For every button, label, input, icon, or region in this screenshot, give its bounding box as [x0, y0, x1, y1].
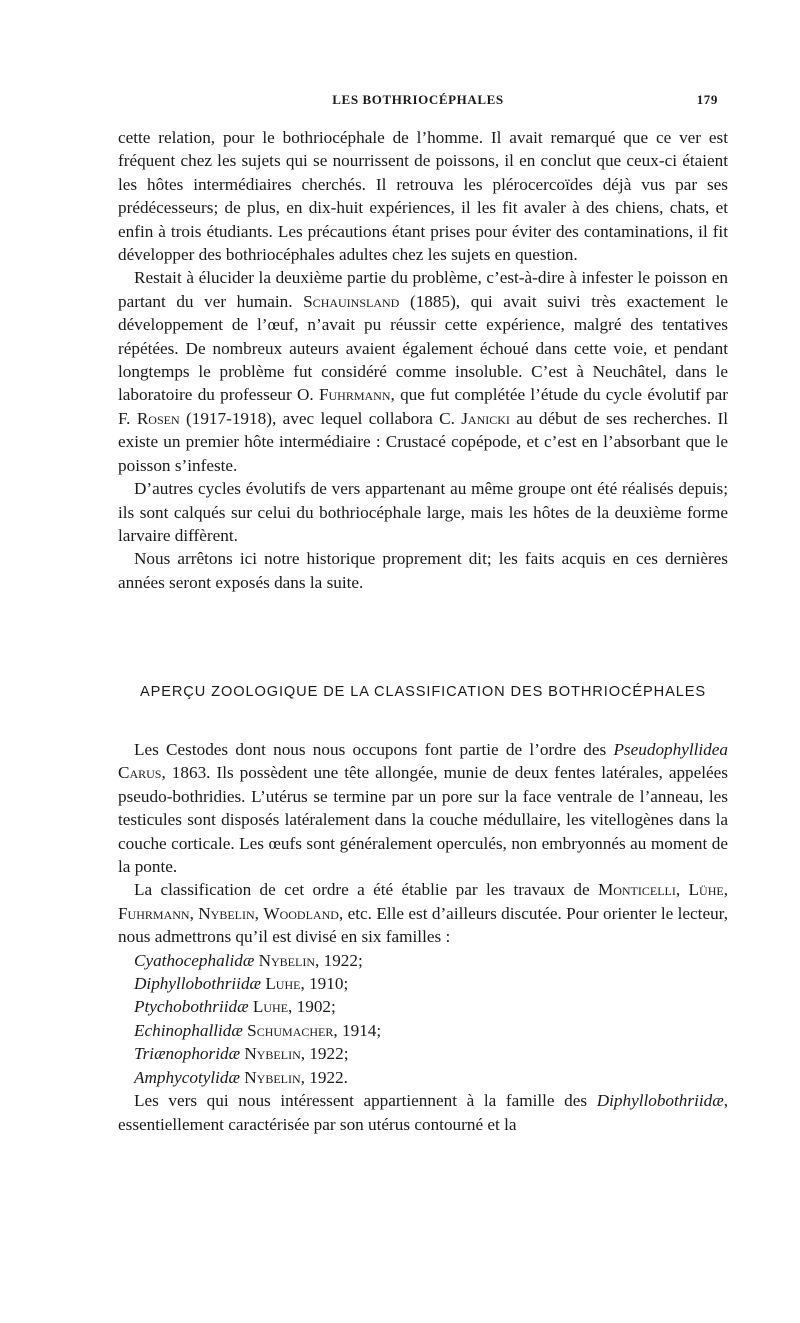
paragraph-3: D’autres cycles évolutifs de vers appartenant au même groupe ont été réalisés depuis; ils sont calqués sur celui du bothriocéphale large, mais les hôtes de la deuxième forme larvaire diffèrent.: [118, 479, 728, 545]
author-rosen: Rosen: [136, 408, 180, 428]
family-item: [118, 1019, 728, 1042]
paragraph-2-part-d: (1917-1918), avec lequel collabora C.: [179, 408, 462, 428]
body-text-bottom: [118, 738, 728, 1136]
family-year: , 1922;: [300, 1044, 349, 1064]
paragraph-4: Nous arrêtons ici notre historique proprement dit; les faits acquis en ces dernières années seront exposés dans la suite.: [118, 549, 728, 592]
family-item: [118, 995, 728, 1018]
author-nybelin: Nybelin: [198, 903, 255, 923]
family-author: Nybelin: [258, 950, 315, 970]
paragraph-2-part-e: au début de ses recherches. Il existe un premier hôte intermédiaire : Crustacé copépode, et c’est en l’absorbant que le poisson s’infeste.: [118, 408, 728, 475]
family-name: Amphycotylidæ: [134, 1067, 240, 1087]
family-author: Nybelin: [244, 1044, 301, 1064]
family-name: Cyathocephalidæ: [134, 950, 255, 970]
family-name: Ptychobothriidæ: [134, 997, 249, 1017]
paragraph-7-part-b: , essentiellement caractérisée par son utérus contourné et la: [118, 1091, 728, 1134]
family-year: , 1914;: [333, 1020, 382, 1040]
author-schauinsland: Schauinsland: [303, 291, 400, 311]
family-diphyllobothriidae: Diphyllobothriidæ: [596, 1091, 724, 1111]
paragraph-2: [118, 266, 728, 477]
family-name: Diphyllobothriidæ: [134, 974, 262, 994]
section-heading: APERÇU ZOOLOGIQUE DE LA CLASSIFICATION DES BOTHRIOCÉPHALES: [139, 684, 707, 700]
paragraph-6-part-a: La classification de cet ordre a été établie par les travaux de: [134, 880, 598, 900]
family-item: [118, 949, 728, 972]
author-luhe: Lühe: [688, 880, 724, 900]
paragraph-6-part-b: , etc. Elle est d’ailleurs discutée. Pour orienter le lecteur, nous admettrons qu’il est divisé en six familles :: [118, 903, 729, 947]
author-fuhrmann: Fuhrmann: [318, 385, 391, 405]
family-list: [118, 949, 728, 1089]
paragraph-6: La classification de cet ordre a été établie par les travaux de Monticelli, Lühe, Fuhrmann, Nybelin, Woodland, etc. Elle est d’ailleurs discutée. Pour orienter le lecteur, nous admettrons qu’il est divisé en six familles :: [118, 880, 729, 947]
author-carus: Carus: [118, 763, 162, 783]
family-year: , 1902;: [288, 997, 336, 1017]
author-fuhrmann-2: Fuhrmann: [118, 903, 190, 923]
running-head: [118, 92, 718, 112]
paragraph-5: [118, 738, 728, 878]
family-item: [118, 972, 728, 995]
family-year: , 1910;: [300, 974, 349, 994]
family-author: Nybelin: [244, 1067, 301, 1087]
paragraph-1: cette relation, pour le bothriocéphale de l’homme. Il avait remarqué que ce ver est fréquent chez les sujets qui se nourrissent de poissons, il en conclut que ceux-ci étaient les hôtes intermédiaires cherchés. Il retrouva les plérocercoïdes déjà vus par ses prédécesseurs; de plus, en dix-huit expériences, il les fit avaler à des chiens, chats, et enfin à trois étudiants. Les précautions étant prises pour éviter des contaminations, il fit développer des bothriocéphales adultes chez les sujets en question.: [118, 128, 728, 265]
order-name: Pseudophyllidea: [613, 740, 728, 759]
family-author: Schumacher: [247, 1020, 334, 1040]
paragraph-2-part-a: Restait à élucider la deuxième partie du problème, c’est-à-dire à infester le poisson en partant du ver humain.: [118, 268, 728, 311]
family-year: , 1922.: [300, 1067, 348, 1087]
family-item: [118, 1042, 728, 1065]
author-monticelli: Monticelli: [597, 880, 676, 900]
paragraph-7-part-a: Les vers qui nous intéressent appartiennent à la famille des: [134, 1091, 597, 1111]
running-title: LES BOTHRIOCÉPHALES: [332, 92, 504, 107]
page-number: 179: [696, 92, 718, 107]
author-janicki: Janicki: [461, 408, 510, 428]
paragraph-7: [118, 1089, 728, 1136]
family-item: [118, 1066, 728, 1089]
family-author: Luhe: [265, 974, 301, 994]
body-text-top: [118, 126, 728, 594]
paragraph-2-part-b: (1885), qui avait suivi très exactement le développement de l’œuf, n’avait pu réussir cette expérience, malgré des tentatives répétées. De nombreux auteurs avaient également échoué dans cette voie, et pendant longtemps le problème fut considéré comme insoluble. C’est à Neuchâtel, dans le laboratoire du professeur O.: [118, 291, 728, 405]
family-author: Luhe: [252, 997, 289, 1017]
family-name: Echinophallidæ: [134, 1020, 243, 1040]
author-woodland: Woodland: [263, 903, 339, 923]
family-year: , 1922;: [315, 950, 363, 970]
paragraph-5-part-b: , 1863. Ils possèdent une tête allongée, munie de deux fentes latérales, appelées pseudo-bothridies. L’utérus se termine par un pore sur la face ventrale de l’anneau, les testicules sont disposés latéralement dans la couche médullaire, les vitellogènes dans la couche corticale. Les œufs sont généralement operculés, non embryonnés au moment de la ponte.: [118, 763, 728, 877]
paragraph-5-part-a: Les Cestodes dont nous nous occupons font partie de l’ordre des: [134, 740, 614, 759]
family-name: Triænophoridæ: [134, 1044, 241, 1064]
paragraph-2-part-c: , que fut complétée l’étude du cycle évolutif par F.: [118, 385, 728, 428]
